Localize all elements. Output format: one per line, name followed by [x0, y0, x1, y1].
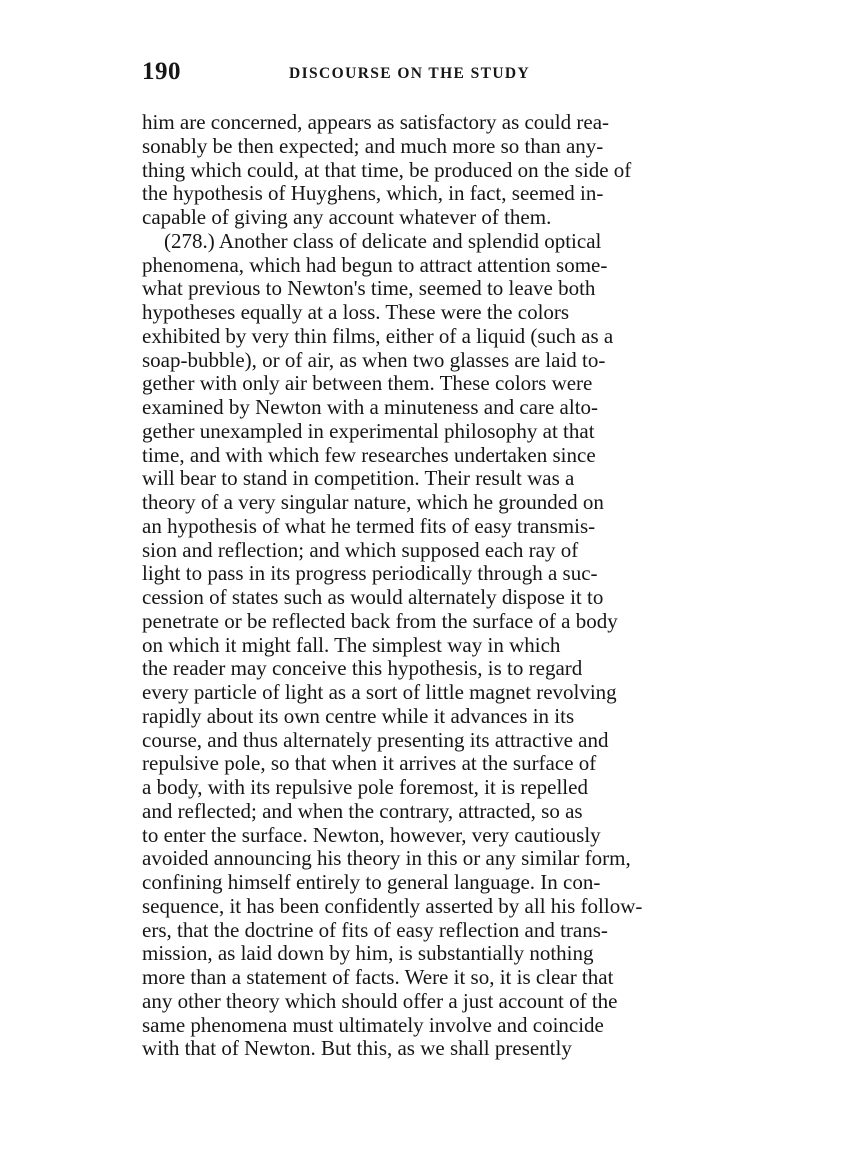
text-line: gether unexampled in experimental philosophy at that [142, 418, 595, 443]
text-line: with that of Newton. But this, as we shall presently [142, 1036, 572, 1061]
text-line: hypotheses equally at a loss. These were the colors [142, 300, 570, 324]
running-title: DISCOURSE ON THE STUDY [289, 65, 531, 82]
page-number: 190 [142, 58, 181, 85]
text-line: repulsive pole, so that when it arrives at the surface of [142, 751, 597, 776]
text-line: every particle of light as a sort of little magnet revolving [142, 680, 617, 704]
text-line: to enter the surface. Newton, however, very cautiously [142, 822, 601, 847]
text-line: sonably be then expected; and much more so than any- [142, 133, 604, 158]
text-line: confining himself entirely to general language. In con- [142, 870, 601, 894]
text-line: an hypothesis of what he termed fits of easy transmis- [142, 513, 596, 538]
text-line: course, and thus alternately presenting its attractive and [142, 727, 609, 752]
text-line: light to pass in its progress periodically through a suc- [142, 561, 598, 586]
text-line: what previous to Newton's time, seemed to leave both [142, 276, 596, 301]
text-line: gether with only air between them. These colors were [142, 371, 593, 396]
text-line: ers, that the doctrine of fits of easy reflection and trans- [142, 917, 608, 942]
text-line: examined by Newton with a minuteness and care alto- [142, 395, 599, 419]
paragraph-start-line: (278.) Another class of delicate and splendid optical [164, 228, 602, 253]
text-line: thing which could, at that time, be produced on the side of [142, 157, 632, 182]
text-line: the hypothesis of Huyghens, which, in fact, seemed in- [142, 181, 604, 206]
text-line: phenomena, which had begun to attract attention some- [142, 252, 608, 277]
text-line: avoided announcing his theory in this or any similar form, [142, 846, 631, 871]
text-line: any other theory which should offer a just account of the [142, 988, 618, 1013]
text-line: mission, as laid down by him, is substantially nothing [142, 941, 594, 966]
text-line: sion and reflection; and which supposed each ray of [142, 537, 579, 562]
body-text [142, 111, 710, 1061]
text-line: soap-bubble), or of air, as when two glasses are laid to- [142, 347, 606, 372]
text-line: time, and with which few researches undertaken since [142, 442, 596, 467]
text-line: theory of a very singular nature, which he grounded on [142, 490, 604, 514]
text-line: him are concerned, appears as satisfactory as could rea- [142, 110, 610, 134]
text-line: penetrate or be reflected back from the surface of a body [142, 608, 618, 633]
text-line: the reader may conceive this hypothesis, is to regard [142, 656, 583, 681]
text-line: sequence, it has been confidently asserted by all his follow- [142, 893, 643, 918]
text-line: on which it might fall. The simplest way in which [142, 632, 561, 657]
text-line: cession of states such as would alternately dispose it to [142, 585, 604, 609]
text-line: and reflected; and when the contrary, attracted, so as [142, 798, 583, 823]
text-line: exhibited by very thin films, either of a liquid (such as a [142, 323, 614, 348]
text-line: same phenomena must ultimately involve and coincide [142, 1012, 604, 1037]
text-line: more than a statement of facts. Were it so, it is clear that [142, 965, 614, 989]
text-line: will bear to stand in competition. Their result was a [142, 466, 575, 491]
running-head [142, 58, 710, 90]
text-line: capable of giving any account whatever of them. [142, 205, 552, 229]
text-line: rapidly about its own centre while it advances in its [142, 703, 575, 728]
text-line: a body, with its repulsive pole foremost, it is repelled [142, 775, 588, 799]
